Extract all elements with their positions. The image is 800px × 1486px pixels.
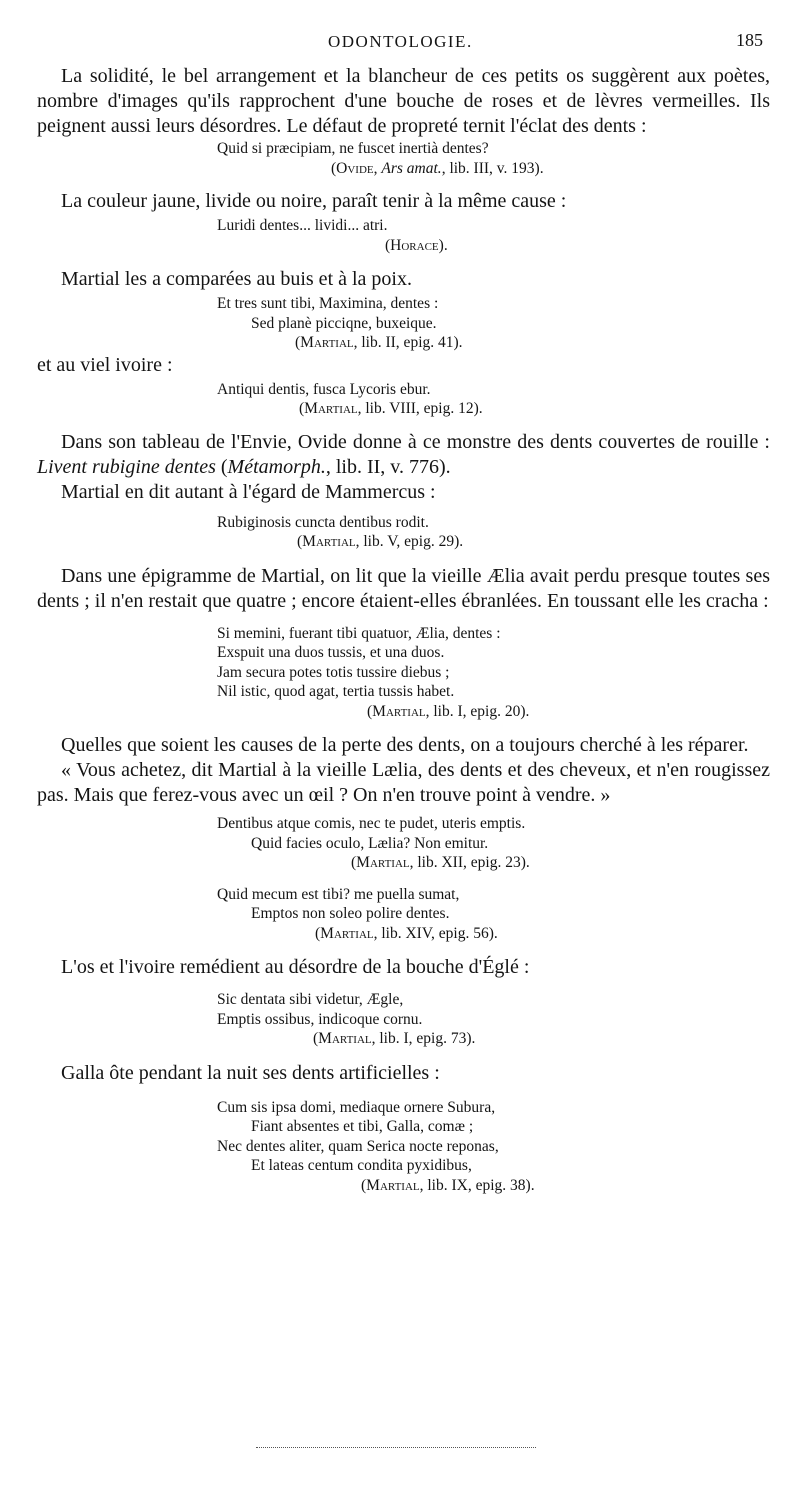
verse-line: Antiqui dentis, fusca Lycoris ebur. xyxy=(217,380,431,398)
quotation-8 xyxy=(217,885,770,944)
verse-line: Sic dentata sibi videtur, Ægle, xyxy=(217,991,404,1008)
quotation-4 xyxy=(217,380,770,419)
quotation-1 xyxy=(217,139,770,178)
quotation-2 xyxy=(217,216,770,255)
verse-line: Et lateas centum condita pyxidibus, xyxy=(251,1157,472,1174)
quotation-source: (Martial, lib. XII, epig. 23). xyxy=(351,854,530,871)
verse-line: Emptos non soleo polire dentes. xyxy=(251,905,450,922)
paragraph-1: La solidité, le bel arrangement et la blancheur de ces petits os suggèrent aux poètes, nombre d'images qu'ils rapprochent d'une bouche de roses et de lèvres vermeilles. Ils peignent aussi leurs désordres. Le défaut de propreté ternit l'éclat des dents : xyxy=(37,65,770,137)
verse-line: Jam secura potes totis tussire diebus ; xyxy=(217,663,450,681)
quotation-source: (Martial, lib. II, epig. 41). xyxy=(295,334,463,351)
verse-line: Quid facies oculo, Lælia? Non emitur. xyxy=(251,834,489,852)
paragraph-3: Martial les a comparées au buis et à la poix. xyxy=(61,268,412,290)
quotation-6 xyxy=(217,624,770,722)
verse-line: Nil istic, quod agat, tertia tussis habet. xyxy=(217,683,455,700)
quotation-7 xyxy=(217,814,770,873)
verse-line: Rubiginosis cuncta dentibus rodit. xyxy=(217,513,429,531)
verse-line: Si memini, fuerant tibi quatuor, Ælia, dentes : xyxy=(217,624,501,642)
verse-line: Nec dentes aliter, quam Serica nocte reponas, xyxy=(217,1137,499,1155)
quotation-source: (Ovide, Ars amat., lib. III, v. 193). xyxy=(331,159,544,177)
quotation-9 xyxy=(217,990,770,1049)
quotation-5 xyxy=(217,513,770,552)
paragraph-9: « Vous achetez, dit Martial à la vieille Lælia, des dents et des cheveux, et n'en rougissez pas. Mais que ferez-vous avec un œil ? On n'en trouve point à vendre. » xyxy=(37,759,770,806)
quotation-source: (Martial, lib. V, epig. 29). xyxy=(297,533,464,550)
footer-dotted-rule xyxy=(256,1447,536,1448)
quotation-source: (Martial, lib. I, epig. 20). xyxy=(367,702,530,720)
verse-line: Luridi dentes... lividi... atri. xyxy=(217,217,388,234)
verse-line: Dentibus atque comis, nec te pudet, uteris emptis. xyxy=(217,815,526,832)
paragraph-5: Dans son tableau de l'Envie, Ovide donne à ce monstre des dents couvertes de rouille : Livent rubigine dentes (Métamorph., lib. II, v. 776). xyxy=(37,430,770,478)
verse-line: Exspuit una duos tussis, et una duos. xyxy=(217,644,445,661)
quotation-source: (Martial, lib. I, epig. 73). xyxy=(313,1030,476,1047)
verse-line: Et tres sunt tibi, Maximina, dentes : xyxy=(217,295,439,312)
paragraph-4: et au viel ivoire : xyxy=(37,353,173,376)
page-body xyxy=(37,64,770,1195)
quotation-source: (Horace). xyxy=(385,236,448,254)
verse-line: Quid mecum est tibi? me puella sumat, xyxy=(217,885,460,903)
verse-line: Sed planè picciqne, buxeique. xyxy=(251,314,437,332)
quotation-10 xyxy=(217,1098,770,1196)
verse-line: Fiant absentes et tibi, Galla, comæ ; xyxy=(251,1118,474,1135)
paragraph-11: Galla ôte pendant la nuit ses dents artificielles : xyxy=(61,1061,440,1084)
quotation-source: (Martial, lib. XIV, epig. 56). xyxy=(315,924,498,942)
quotation-source: (Martial, lib. IX, epig. 38). xyxy=(361,1176,535,1194)
verse-line: Emptis ossibus, indicoque cornu. xyxy=(217,1010,423,1028)
paragraph-10: L'os et l'ivoire remédient au désordre de la bouche d'Églé : xyxy=(61,956,530,978)
quotation-source: (Martial, lib. VIII, epig. 12). xyxy=(299,400,483,417)
page-number: 185 xyxy=(736,30,763,50)
running-title: ODONTOLOGIE. xyxy=(328,32,473,51)
paragraph-6: Martial en dit autant à l'égard de Mammercus : xyxy=(61,480,436,503)
verse-line: Quid si præcipiam, ne fuscet inertià dentes? xyxy=(217,140,489,157)
paragraph-2: La couleur jaune, livide ou noire, paraît tenir à la même cause : xyxy=(61,190,567,212)
paragraph-7: Dans une épigramme de Martial, on lit que la vieille Ælia avait perdu presque toutes ses dents ; il n'en restait que quatre ; encore étaient-elles ébranlées. En toussant elle les cracha : xyxy=(37,564,770,612)
quotation-3 xyxy=(217,294,770,353)
verse-line: Cum sis ipsa domi, mediaque ornere Subura, xyxy=(217,1098,496,1116)
page-header xyxy=(0,32,800,56)
paragraph-8: Quelles que soient les causes de la perte des dents, on a toujours cherché à les réparer. xyxy=(61,734,749,756)
